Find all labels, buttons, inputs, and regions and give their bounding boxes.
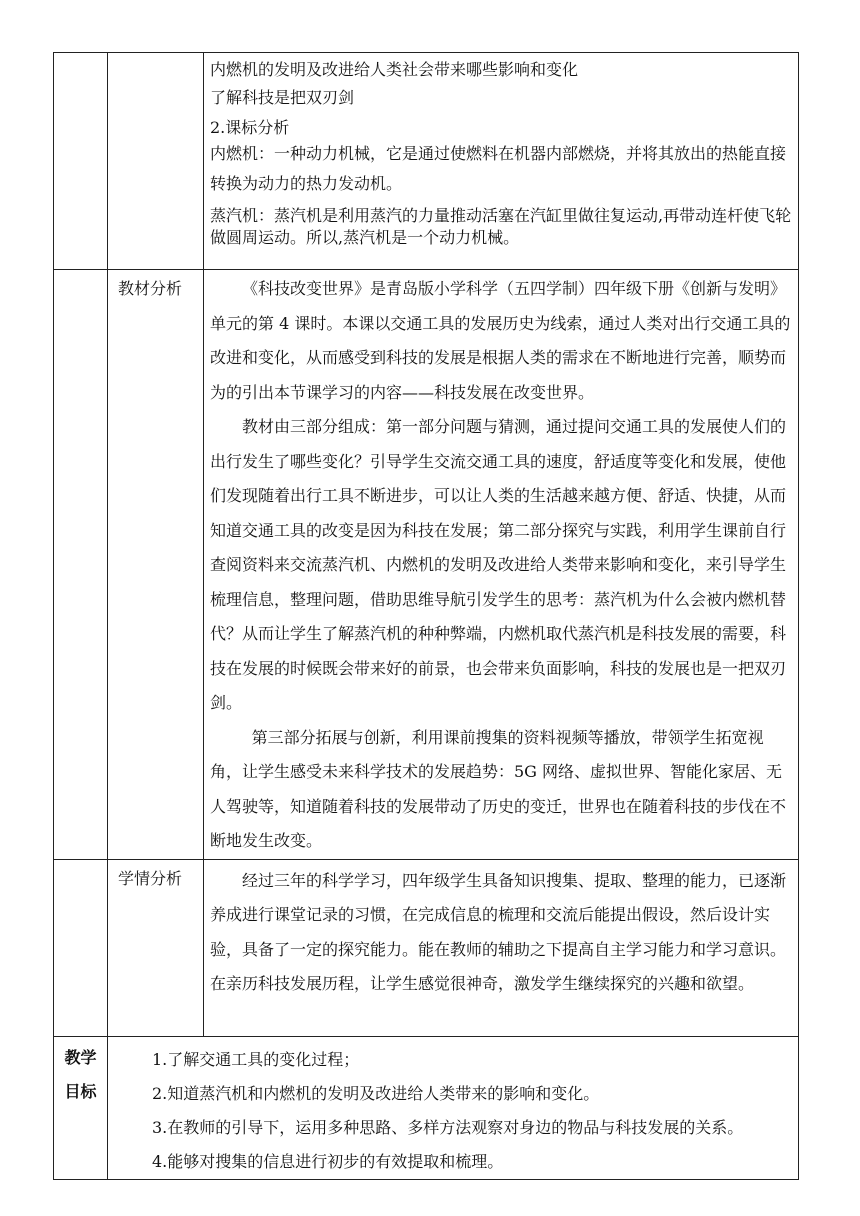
lesson-plan-table	[53, 52, 799, 1180]
steam-engine-definition: 蒸汽机：蒸汽机是利用蒸汽的力量推动活塞在汽缸里做往复运动,再带动连杆使飞轮做圆周运动。所以,蒸汽机是一个动力机械。	[210, 206, 792, 247]
goal-item-1: 1.了解交通工具的变化过程；	[152, 1049, 360, 1069]
teaching-goals-label	[54, 1037, 107, 1109]
continued-line-1: 内燃机的发明及改进给人类社会带来哪些影响和变化	[210, 60, 579, 79]
goal-item-2: 2.知道蒸汽机和内燃机的发明及改进给人类带来的影响和变化。	[152, 1083, 600, 1103]
textbook-analysis-label: 教材分析	[118, 279, 183, 298]
goal-item-4: 4.能够对搜集的信息进行初步的有效提取和梳理。	[152, 1151, 504, 1171]
combustion-engine-definition: 内燃机：一种动力机械，它是通过使燃料在机器内部燃烧，并将其放出的热能直接转换为动力的热力发动机。	[210, 144, 787, 193]
textbook-analysis-row	[54, 270, 799, 860]
textbook-paragraph-2: 教材由三部分组成：第一部分问题与猜测，通过提问交通工具的发展使人们的出行发生了哪些变化？引导学生交流交通工具的速度，舒适度等变化和发展，使他们发现随着出行工具不断进步，可以让人类的生活越来越方便、舒适、快捷，从而知道交通工具的改变是因为科技在发展；第二部分探究与实践，利用学生课前自行查阅资料来交流蒸汽机、内燃机的发明及改进给人类带来影响和变化，来引导学生梳理信息，整理问题，借助思维导航引发学生的思考：蒸汽机为什么会被内燃机替代？从而让学生了解蒸汽机的种种弊端，内燃机取代蒸汽机是科技发展的需要，科技在发展的时候既会带来好的前景，也会带来负面影响，科技的发展也是一把双刃剑。	[210, 417, 787, 712]
textbook-analysis-content-cell	[204, 270, 799, 860]
student-analysis-row	[54, 859, 799, 1036]
teaching-goals-label-line-1: 教学	[64, 1047, 97, 1067]
empty-cell-c	[54, 270, 108, 860]
lesson-plan-document	[53, 52, 798, 1180]
textbook-analysis-label-cell	[108, 270, 204, 860]
teaching-goals-content-cell	[108, 1036, 799, 1179]
continued-line-2: 了解科技是把双刃剑	[210, 88, 355, 107]
standard-analysis-heading: 2.课标分析	[210, 118, 290, 137]
textbook-paragraph-1: 《科技改变世界》是青岛版小学科学（五四学制）四年级下册《创新与发明》单元的第 4 课时。本课以交通工具的发展历史为线索，通过人类对出行交通工具的改进和变化，从而感受到科技的发展是根据人类的需求在不断地进行完善，顺势而为的引出本节课学习的内容——科技发展在改变世界。	[210, 279, 791, 402]
student-analysis-text: 经过三年的科学学习，四年级学生具备知识搜集、提取、整理的能力，已逐渐养成进行课堂记录的习惯，在完成信息的梳理和交流后能提出假设，然后设计实验，具备了一定的探究能力。能在教师的辅助之下提高自主学习能力和学习意识。在亲历科技发展历程，让学生感觉很神奇，激发学生继续探究的兴趣和欲望。	[210, 870, 787, 993]
empty-cell-d	[54, 859, 108, 1036]
goal-item-3: 3.在教师的引导下，运用多种思路、多样方法观察对身边的物品与科技发展的关系。	[152, 1117, 744, 1137]
teaching-goals-label-cell	[54, 1036, 108, 1179]
teaching-goals-label-line-2: 目标	[64, 1081, 97, 1101]
continued-content-cell	[204, 53, 799, 270]
student-analysis-label-cell	[108, 859, 204, 1036]
empty-cell-a	[54, 53, 108, 270]
continued-row	[54, 53, 799, 270]
empty-cell-b	[108, 53, 204, 270]
student-analysis-content-cell	[204, 859, 799, 1036]
student-analysis-label: 学情分析	[118, 868, 183, 888]
teaching-goals-row	[54, 1036, 799, 1179]
textbook-paragraph-3: 第三部分拓展与创新，利用课前搜集的资料视频等播放，带领学生拓宽视角，让学生感受未来科学技术的发展趋势：5G 网络、虚拟世界、智能化家居、无人驾驶等，知道随着科技的发展带动了历史的变迁，世界也在随着科技的步伐在不断地发生改变。	[210, 727, 787, 850]
